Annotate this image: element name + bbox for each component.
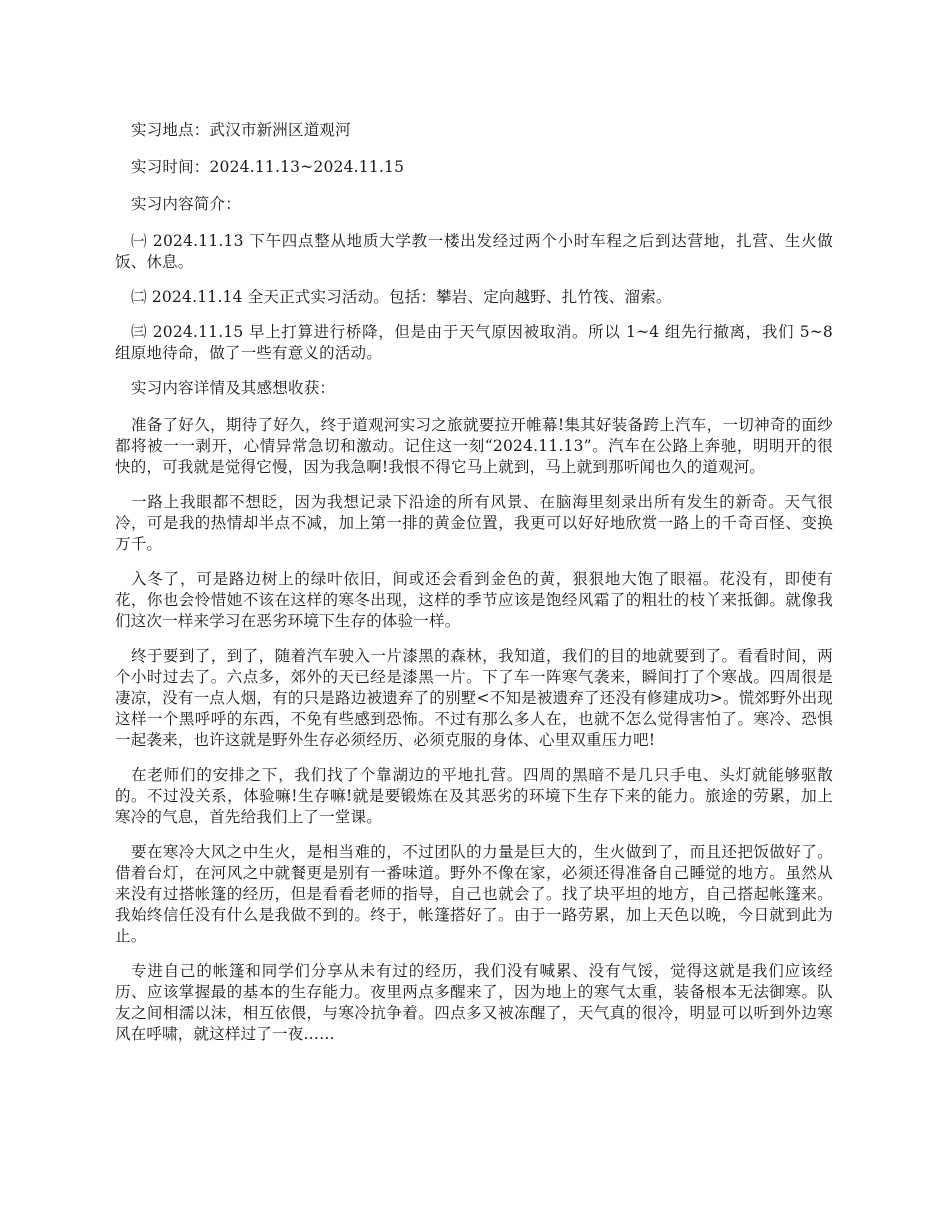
paragraph-body-7: 专进自己的帐篷和同学们分享从未有过的经历，我们没有喊累、没有气馁，觉得这就是我们应该经历、应该掌握最的基本的生存能力。夜里两点多醒来了，因为地上的寒气太重，装备根本无法御寒。队友之间相濡以沫，相互依偎，与寒冷抗争着。四点多又被冻醒了，天气真的很冷，明显可以听到外边寒风在呼啸，就这样过了一夜…… [115, 962, 833, 1043]
paragraph-summary-item-1: ㈠ 2024.11.13 下午四点整从地质大学教一楼出发经过两个小时车程之后到达营地，扎营、生火做饭、休息。 [115, 232, 833, 271]
paragraph-body-2: 一路上我眼都不想眨，因为我想记录下沿途的所有风景、在脑海里刻录出所有发生的新奇。天气很冷，可是我的热情却半点不减，加上第一排的黄金位置，我更可以好好地欣赏一路上的千奇百怪、变换万千。 [115, 493, 833, 553]
paragraph-body-4: 终于要到了，到了，随着汽车驶入一片漆黑的森林，我知道，我们的目的地就要到了。看看时间，两个小时过去了。六点多，郊外的天已经是漆黑一片。下了车一阵寒气袭来，瞬间打了个寒战。四周很是凄凉，没有一点人烟，有的只是路边被遗弃了的别墅<不知是被遗弃了还没有修建成功>。慌郊野外出现这样一个黑呼呼的东西，不免有些感到恐怖。不过有那么多人在，也就不怎么觉得害怕了。寒冷、恐惧一起袭来，也许这就是野外生存必须经历、必须克服的身体、心里双重压力吧! [115, 647, 833, 749]
paragraph-time: 实习时间：2024.11.13~2024.11.15 [131, 158, 405, 176]
paragraph-summary-heading: 实习内容简介： [131, 195, 241, 213]
paragraph-body-3: 入冬了，可是路边树上的绿叶依旧，间或还会看到金色的黄，狠狠地大饱了眼福。花没有，即使有花，你也会怜惜她不该在这样的寒冬出现，这样的季节应该是饱经风霜了的粗壮的枝丫来抵御。就像我们这次一样来学习在恶劣环境下生存的体验一样。 [115, 570, 833, 630]
document-body [115, 120, 833, 1059]
paragraph-body-5: 在老师们的安排之下，我们找了个靠湖边的平地扎营。四周的黑暗不是几只手电、头灯就能够驱散的。不过没关系，体验嘛!生存嘛!就是要锻炼在及其恶劣的环境下生存下来的能力。旅途的劳累，加上寒冷的气息，首先给我们上了一堂课。 [115, 766, 833, 826]
paragraph-summary-item-3: ㈢ 2024.11.15 早上打算进行桥降，但是由于天气原因被取消。所以 1~4 组先行撤离，我们 5~8 组原地待命，做了一些有意义的活动。 [115, 323, 833, 362]
paragraph-details-heading: 实习内容详情及其感想收获： [131, 379, 336, 397]
paragraph-body-6: 要在寒冷大风之中生火，是相当难的，不过团队的力量是巨大的，生火做到了，而且还把饭做好了。借着台灯，在河风之中就餐更是别有一番味道。野外不像在家，必须还得准备自己睡觉的地方。虽然从来没有过搭帐篷的经历，但是看看老师的指导，自己也就会了。找了块平坦的地方，自己搭起帐篷来。我始终信任没有什么是我做不到的。终于，帐篷搭好了。由于一路劳累，加上天色以晚，今日就到此为止。 [115, 843, 833, 945]
paragraph-summary-item-2: ㈡ 2024.11.14 全天正式实习活动。包括：攀岩、定向越野、扎竹筏、溜索。 [131, 288, 672, 306]
paragraph-location: 实习地点：武汉市新洲区道观河 [131, 121, 351, 139]
paragraph-body-1: 准备了好久，期待了好久，终于道观河实习之旅就要拉开帷幕!集其好装备跨上汽车，一切神奇的面纱都将被一一剥开，心情异常急切和激动。记住这一刻“2024.11.13”。汽车在公路上奔驰，明明开的很快的，可我就是觉得它慢，因为我急啊!我恨不得它马上就到，马上就到那听闻也久的道观河。 [115, 416, 833, 476]
